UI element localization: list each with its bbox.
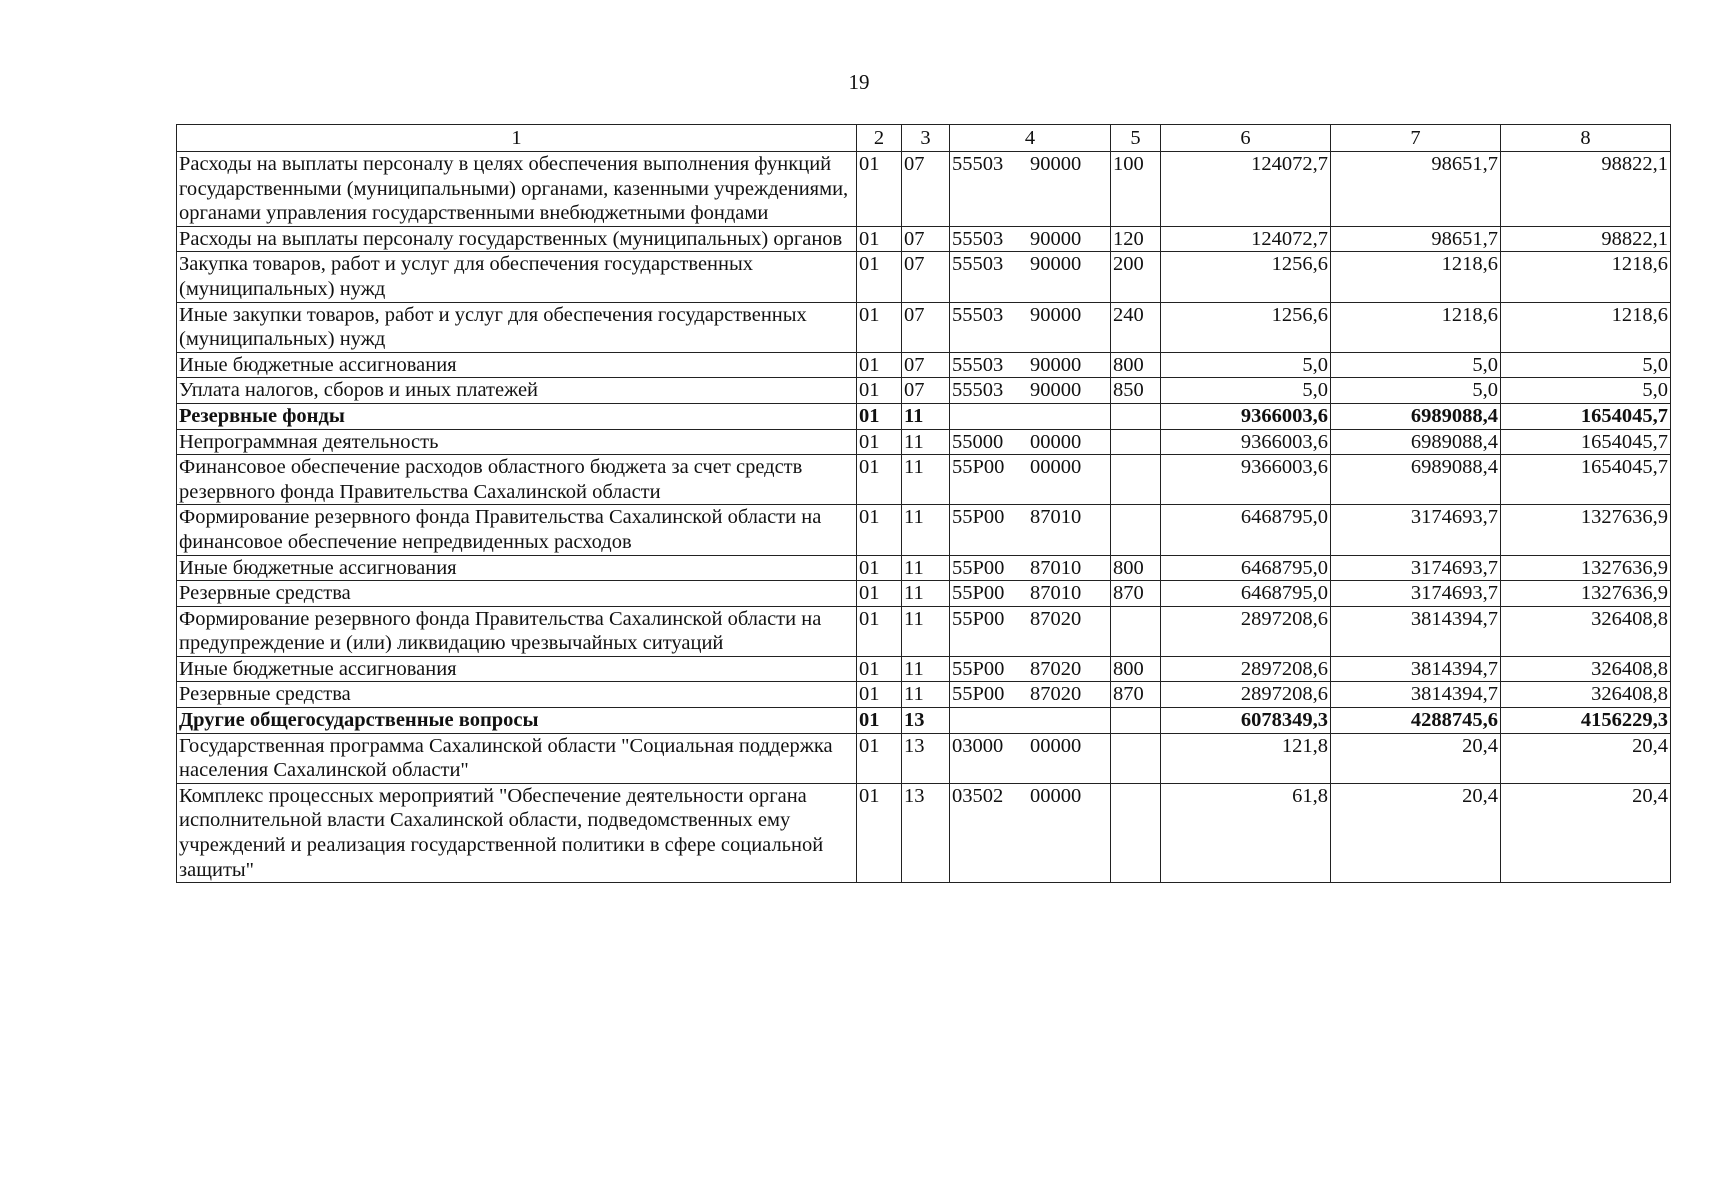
amount-col-7: 6989088,4 <box>1331 403 1501 429</box>
section-code: 01 <box>857 606 902 656</box>
column-header: 8 <box>1501 125 1671 152</box>
target-article-code <box>950 302 1111 352</box>
amount-col-7: 3174693,7 <box>1331 505 1501 555</box>
budget-table <box>176 124 1671 883</box>
table-row <box>177 682 1671 708</box>
table-row <box>177 708 1671 734</box>
amount-col-7: 3174693,7 <box>1331 581 1501 607</box>
direction-code: 87010 <box>1030 556 1082 579</box>
table-row <box>177 455 1671 505</box>
row-name: Непрограммная деятельность <box>177 429 857 455</box>
table-row <box>177 505 1671 555</box>
amount-col-8: 20,4 <box>1501 783 1671 882</box>
expense-type-code: 100 <box>1111 152 1161 227</box>
subsection-code: 07 <box>902 226 950 252</box>
expense-type-code <box>1111 505 1161 555</box>
table-row <box>177 656 1671 682</box>
table-row <box>177 403 1671 429</box>
amount-col-7: 4288745,6 <box>1331 708 1501 734</box>
amount-col-6: 1256,6 <box>1161 302 1331 352</box>
program-code: 55503 <box>952 253 1004 276</box>
section-code: 01 <box>857 302 902 352</box>
section-code: 01 <box>857 455 902 505</box>
direction-code: 87010 <box>1030 582 1082 605</box>
amount-col-6: 2897208,6 <box>1161 682 1331 708</box>
target-article-code <box>950 226 1111 252</box>
program-code: 55P00 <box>952 582 1005 605</box>
section-code: 01 <box>857 403 902 429</box>
row-name: Резервные фонды <box>177 403 857 429</box>
table-row <box>177 555 1671 581</box>
amount-col-6: 5,0 <box>1161 352 1331 378</box>
program-code: 55503 <box>952 153 1004 175</box>
subsection-code: 07 <box>902 378 950 404</box>
target-article-code <box>950 429 1111 455</box>
column-header: 3 <box>902 125 950 152</box>
program-code: 55503 <box>952 227 1004 250</box>
amount-col-7: 1218,6 <box>1331 252 1501 302</box>
expense-type-code <box>1111 403 1161 429</box>
target-article-code <box>950 581 1111 607</box>
subsection-code: 11 <box>902 606 950 656</box>
amount-col-6: 9366003,6 <box>1161 429 1331 455</box>
page-number: 19 <box>848 70 870 94</box>
subsection-code: 11 <box>902 555 950 581</box>
program-code: 55P00 <box>952 456 1005 479</box>
row-name: Иные бюджетные ассигнования <box>177 555 857 581</box>
table-row <box>177 581 1671 607</box>
amount-col-6: 124072,7 <box>1161 226 1331 252</box>
direction-code: 87020 <box>1030 607 1082 630</box>
target-article-code <box>950 555 1111 581</box>
table-row <box>177 378 1671 404</box>
row-name: Другие общегосударственные вопросы <box>177 708 857 734</box>
amount-col-6: 5,0 <box>1161 378 1331 404</box>
expense-type-code: 800 <box>1111 656 1161 682</box>
table-row <box>177 429 1671 455</box>
program-code: 55P00 <box>952 657 1005 680</box>
table-row <box>177 733 1671 783</box>
direction-code: 90000 <box>1030 353 1082 376</box>
column-header: 6 <box>1161 125 1331 152</box>
direction-code: 90000 <box>1030 303 1082 326</box>
section-code: 01 <box>857 708 902 734</box>
expense-type-code <box>1111 606 1161 656</box>
amount-col-6: 61,8 <box>1161 783 1331 882</box>
amount-col-7: 5,0 <box>1331 378 1501 404</box>
subsection-code: 11 <box>902 505 950 555</box>
expense-type-code: 240 <box>1111 302 1161 352</box>
section-code: 01 <box>857 378 902 404</box>
subsection-code: 13 <box>902 733 950 783</box>
amount-col-6: 1256,6 <box>1161 252 1331 302</box>
expense-type-code: 200 <box>1111 252 1161 302</box>
amount-col-7: 98651,7 <box>1331 226 1501 252</box>
expense-type-code: 120 <box>1111 226 1161 252</box>
expense-type-code <box>1111 429 1161 455</box>
amount-col-8: 1327636,9 <box>1501 581 1671 607</box>
amount-col-8: 1218,6 <box>1501 302 1671 352</box>
amount-col-8: 5,0 <box>1501 378 1671 404</box>
table-body <box>177 125 1671 883</box>
subsection-code: 07 <box>902 152 950 227</box>
amount-col-6: 6468795,0 <box>1161 581 1331 607</box>
column-header: 2 <box>857 125 902 152</box>
expense-type-code: 850 <box>1111 378 1161 404</box>
program-code: 55P00 <box>952 506 1005 529</box>
table-row <box>177 783 1671 882</box>
amount-col-8: 326408,8 <box>1501 656 1671 682</box>
subsection-code: 07 <box>902 352 950 378</box>
row-name: Уплата налогов, сборов и иных платежей <box>177 378 857 404</box>
section-code: 01 <box>857 555 902 581</box>
table-row <box>177 252 1671 302</box>
target-article-code <box>950 783 1111 882</box>
amount-col-8: 1654045,7 <box>1501 403 1671 429</box>
expense-type-code: 800 <box>1111 555 1161 581</box>
subsection-code: 11 <box>902 581 950 607</box>
amount-col-7: 3814394,7 <box>1331 682 1501 708</box>
amount-col-6: 6468795,0 <box>1161 555 1331 581</box>
row-name: Формирование резервного фонда Правительства Сахалинской области на предупреждение и (или) ликвидацию чрезвычайных ситуаций <box>177 606 857 656</box>
table-row <box>177 302 1671 352</box>
section-code: 01 <box>857 783 902 882</box>
expense-type-code: 870 <box>1111 682 1161 708</box>
subsection-code: 11 <box>902 403 950 429</box>
direction-code: 87020 <box>1030 657 1082 680</box>
target-article-code <box>950 403 1111 429</box>
amount-col-7: 3174693,7 <box>1331 555 1501 581</box>
amount-col-8: 326408,8 <box>1501 682 1671 708</box>
column-header: 7 <box>1331 125 1501 152</box>
row-name: Иные бюджетные ассигнования <box>177 352 857 378</box>
section-code: 01 <box>857 429 902 455</box>
direction-code: 87020 <box>1030 683 1082 706</box>
amount-col-8: 98822,1 <box>1501 152 1671 227</box>
expense-type-code <box>1111 733 1161 783</box>
table-row <box>177 352 1671 378</box>
target-article-code <box>950 656 1111 682</box>
program-code: 55503 <box>952 303 1004 326</box>
amount-col-8: 20,4 <box>1501 733 1671 783</box>
amount-col-8: 1327636,9 <box>1501 505 1671 555</box>
target-article-code <box>950 505 1111 555</box>
amount-col-8: 1327636,9 <box>1501 555 1671 581</box>
direction-code: 00000 <box>1030 734 1082 757</box>
column-header: 1 <box>177 125 857 152</box>
section-code: 01 <box>857 352 902 378</box>
row-name: Резервные средства <box>177 581 857 607</box>
program-code: 55503 <box>952 379 1004 402</box>
amount-col-8: 5,0 <box>1501 352 1671 378</box>
amount-col-6: 6078349,3 <box>1161 708 1331 734</box>
program-code: 55503 <box>952 353 1004 376</box>
amount-col-7: 3814394,7 <box>1331 606 1501 656</box>
row-name: Резервные средства <box>177 682 857 708</box>
section-code: 01 <box>857 581 902 607</box>
subsection-code: 11 <box>902 682 950 708</box>
row-name: Иные бюджетные ассигнования <box>177 656 857 682</box>
program-code: 55P00 <box>952 607 1005 630</box>
amount-col-6: 9366003,6 <box>1161 403 1331 429</box>
subsection-code: 07 <box>902 252 950 302</box>
amount-col-8: 1654045,7 <box>1501 455 1671 505</box>
amount-col-8: 1218,6 <box>1501 252 1671 302</box>
row-name: Расходы на выплаты персоналу государственных (муниципальных) органов <box>177 226 857 252</box>
expense-type-code <box>1111 455 1161 505</box>
direction-code: 90000 <box>1030 153 1082 175</box>
section-code: 01 <box>857 252 902 302</box>
section-code: 01 <box>857 226 902 252</box>
row-name: Закупка товаров, работ и услуг для обеспечения государственных (муниципальных) нужд <box>177 252 857 302</box>
target-article-code <box>950 352 1111 378</box>
direction-code: 87010 <box>1030 506 1082 529</box>
table-row <box>177 152 1671 227</box>
subsection-code: 07 <box>902 302 950 352</box>
table-row <box>177 226 1671 252</box>
amount-col-7: 20,4 <box>1331 733 1501 783</box>
direction-code: 00000 <box>1030 430 1082 453</box>
amount-col-7: 3814394,7 <box>1331 656 1501 682</box>
target-article-code <box>950 682 1111 708</box>
expense-type-code: 870 <box>1111 581 1161 607</box>
target-article-code <box>950 708 1111 734</box>
amount-col-7: 1218,6 <box>1331 302 1501 352</box>
subsection-code: 11 <box>902 429 950 455</box>
program-code: 55000 <box>952 430 1004 453</box>
direction-code: 00000 <box>1030 784 1082 807</box>
subsection-code: 13 <box>902 783 950 882</box>
row-name: Финансовое обеспечение расходов областного бюджета за счет средств резервного фонда Правительства Сахалинской области <box>177 455 857 505</box>
subsection-code: 11 <box>902 656 950 682</box>
row-name: Расходы на выплаты персоналу в целях обеспечения выполнения функций государственными (муниципальными) органами, казенными учреждениями, органами управления государственными внебюджетными фондами <box>177 152 857 227</box>
program-code: 03000 <box>952 734 1004 757</box>
section-code: 01 <box>857 682 902 708</box>
section-code: 01 <box>857 733 902 783</box>
amount-col-7: 5,0 <box>1331 352 1501 378</box>
target-article-code <box>950 606 1111 656</box>
program-code: 55P00 <box>952 556 1005 579</box>
amount-col-8: 1654045,7 <box>1501 429 1671 455</box>
amount-col-6: 124072,7 <box>1161 152 1331 227</box>
expense-type-code <box>1111 708 1161 734</box>
row-name: Иные закупки товаров, работ и услуг для обеспечения государственных (муниципальных) нужд <box>177 302 857 352</box>
expense-type-code: 800 <box>1111 352 1161 378</box>
amount-col-7: 6989088,4 <box>1331 429 1501 455</box>
amount-col-6: 121,8 <box>1161 733 1331 783</box>
table-row <box>177 606 1671 656</box>
subsection-code: 13 <box>902 708 950 734</box>
subsection-code: 11 <box>902 455 950 505</box>
direction-code: 00000 <box>1030 456 1082 479</box>
target-article-code <box>950 252 1111 302</box>
amount-col-6: 2897208,6 <box>1161 656 1331 682</box>
amount-col-6: 2897208,6 <box>1161 606 1331 656</box>
row-name: Комплекс процессных мероприятий "Обеспечение деятельности органа исполнительной власти Сахалинской области, подведомственных ему учреждений и реализация государственной политики в сфере социальной защиты" <box>177 783 857 882</box>
direction-code: 90000 <box>1030 379 1082 402</box>
row-name: Формирование резервного фонда Правительства Сахалинской области на финансовое обеспечение непредвиденных расходов <box>177 505 857 555</box>
target-article-code <box>950 152 1111 227</box>
expense-type-code <box>1111 783 1161 882</box>
direction-code: 90000 <box>1030 227 1082 250</box>
amount-col-6: 6468795,0 <box>1161 505 1331 555</box>
program-code: 55P00 <box>952 683 1005 706</box>
section-code: 01 <box>857 505 902 555</box>
column-header: 5 <box>1111 125 1161 152</box>
amount-col-7: 6989088,4 <box>1331 455 1501 505</box>
target-article-code <box>950 733 1111 783</box>
column-header: 4 <box>950 125 1111 152</box>
section-code: 01 <box>857 152 902 227</box>
direction-code: 90000 <box>1030 253 1082 276</box>
program-code: 03502 <box>952 784 1004 807</box>
header-row <box>177 125 1671 152</box>
amount-col-7: 98651,7 <box>1331 152 1501 227</box>
amount-col-7: 20,4 <box>1331 783 1501 882</box>
amount-col-6: 9366003,6 <box>1161 455 1331 505</box>
section-code: 01 <box>857 656 902 682</box>
row-name: Государственная программа Сахалинской области "Социальная поддержка населения Сахалинской области" <box>177 733 857 783</box>
amount-col-8: 326408,8 <box>1501 606 1671 656</box>
amount-col-8: 98822,1 <box>1501 226 1671 252</box>
target-article-code <box>950 378 1111 404</box>
target-article-code <box>950 455 1111 505</box>
amount-col-8: 4156229,3 <box>1501 708 1671 734</box>
